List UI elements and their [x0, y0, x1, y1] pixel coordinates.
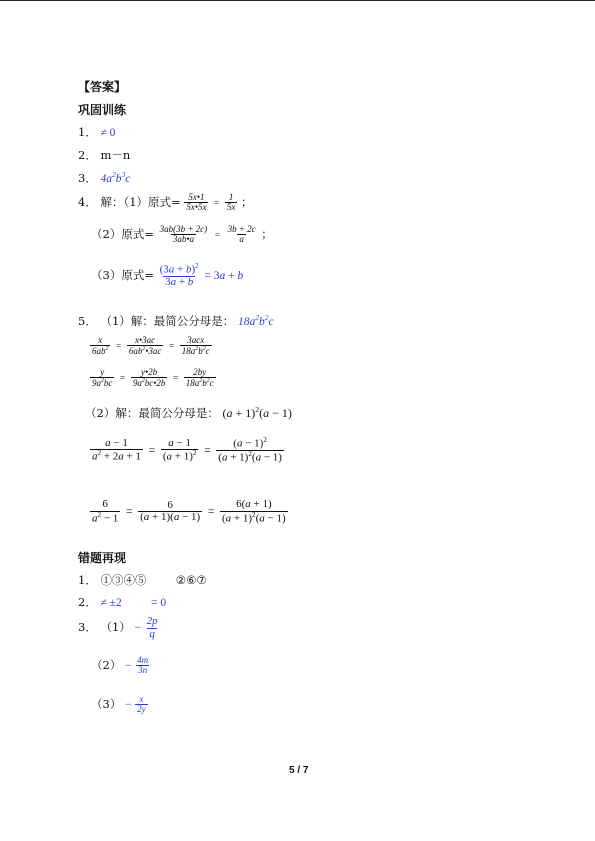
fraction: $\frac{5x•1}{5x•5x}$	[186, 192, 207, 213]
answer-expression: $4a^2b^3c$	[100, 170, 131, 185]
answer-value: m－n	[100, 148, 131, 162]
answer-header: 【答案】	[78, 80, 127, 94]
item-5-part-2: （2）解：最简公分母是： $(a + 1)^2(a - 1)$	[85, 405, 292, 420]
item-number: 2．	[78, 148, 97, 162]
error-item-3-part-2: （2） − $\frac{4m}{3n}$	[91, 655, 149, 676]
page-number: 5 / 7	[289, 765, 309, 776]
fraction: $\frac{1}{5x}$	[226, 192, 236, 213]
fraction: $\frac{3b + 2c}{a}$	[227, 224, 256, 245]
section-title-mistakes: 错题再现	[78, 551, 127, 565]
item-3	[78, 170, 130, 186]
equation-row-2: $\frac{y}{9a^2bc}$ = $\frac{y•2b}{9a^2bc•2b}$ = $\frac{2by}{18a^2b^2c}$	[92, 367, 214, 389]
item-number: 5．	[78, 314, 97, 328]
item-number: 1．	[78, 125, 97, 139]
section-title-practice: 巩固训练	[78, 103, 127, 117]
item-4-part-2: （2）原式= $\frac{3ab(3b + 2c)}{3ab•a}$ = $\frac{3b + 2c}{a}$ ；	[91, 224, 273, 245]
common-denominator: $18a^2b^2c$	[237, 313, 274, 328]
fraction: $\frac{3ab(3b + 2c)}{3ab•a}$	[159, 224, 208, 245]
item-2	[78, 147, 130, 163]
error-item-1: 1． ①③④⑤ ②⑥⑦	[78, 573, 207, 587]
result-expression: = 3a + b	[204, 269, 244, 282]
item-number: 4．	[78, 194, 97, 209]
fraction: $\frac{(3a + b)^2}{3a + b}$	[159, 262, 199, 289]
error-item-3-part-3: （3） − $\frac{x}{2y}$	[91, 694, 146, 715]
error-item-3-part-1: 3． （1） − $\frac{2p}{q}$	[78, 615, 158, 640]
part-intro: 解：（1）原式=	[100, 194, 181, 209]
item-4-part-3: （3）原式= $\frac{(3a + b)^2}{3a + b}$ = 3a + b	[91, 262, 244, 289]
item-5-part-1: 5． （1）解：最简公分母是： $18a^2b^2c$	[78, 313, 274, 328]
item-number: 3．	[78, 171, 97, 185]
item-1	[78, 124, 115, 140]
common-denominator: $(a + 1)^2(a - 1)$	[222, 405, 292, 420]
equation-row-1: $\frac{x}{6ab^2}$ = $\frac{x•3ac}{6ab^2•3ac}$ = $\frac{\text{3acx}}{18a^2b^2c}$	[92, 335, 210, 357]
item-4-part-1: 4． 解：（1）原式= $\frac{5x•1}{5x•5x}$ = $\frac{1}{5x}$ ；	[78, 192, 253, 213]
equation-row-3: $\frac{a - 1}{a^2 + 2a + 1}$ = $\frac{a - 1}{(a + 1)^2}$ = $\frac{(a - 1)^2}{(a + 1)^2(a - 1)}$	[92, 436, 282, 464]
error-item-2: 2． ≠ ±2 = 0	[78, 595, 167, 609]
equation-row-4: $\frac{6}{a^2 - 1}$ = $\frac{6}{(a + 1)(a - 1)}$ = $\frac{6(a + 1)}{(a + 1)^2(a - 1)}$	[92, 498, 286, 525]
top-border	[0, 0, 595, 1]
answer-value: ≠ 0	[100, 127, 116, 139]
